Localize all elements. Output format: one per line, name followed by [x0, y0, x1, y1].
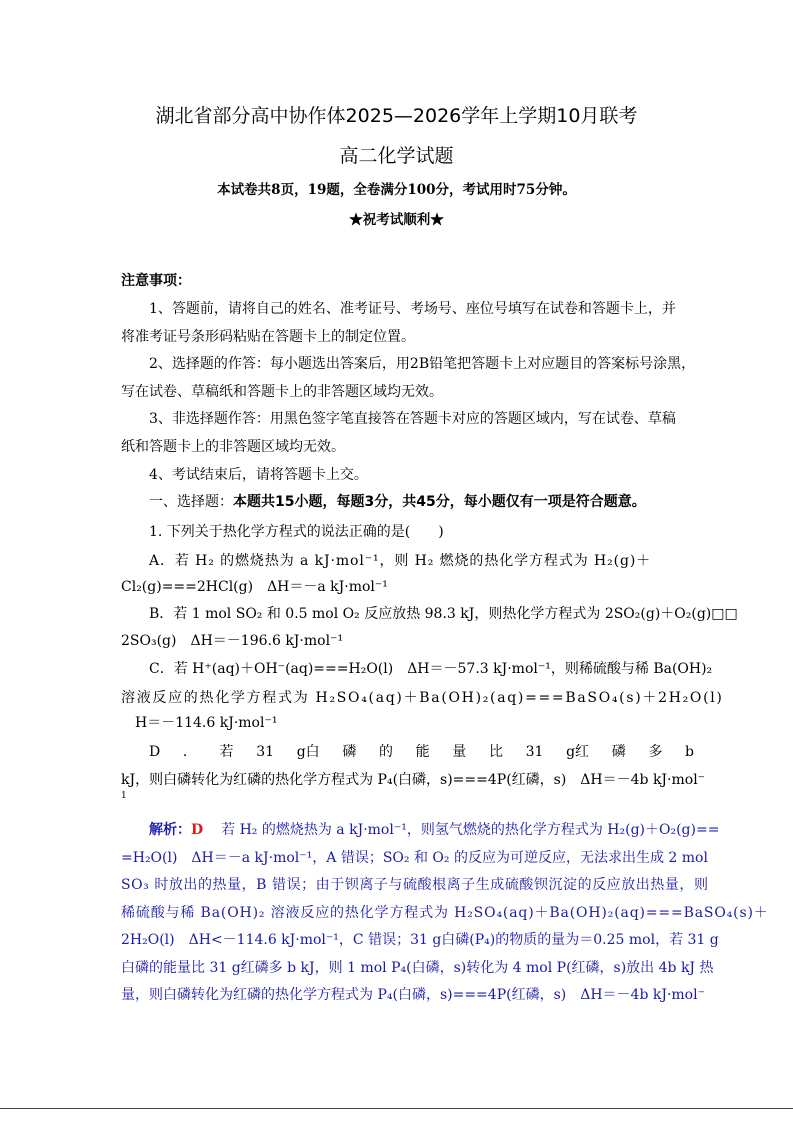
option-d-token: g红: [566, 744, 590, 760]
option-d-token: 31: [256, 744, 275, 760]
exam-wish: ★祝考试顺利★: [349, 212, 444, 228]
option-d-token: 多: [648, 744, 663, 760]
option-d-token: 量: [452, 744, 467, 760]
analysis-line-1: [149, 821, 719, 839]
option-d-line-2: kJ，则白磷转化为红磷的热化学方程式为 P₄(白磷，s)===4P(红磷，s) ΔH＝－4b kJ·mol⁻: [121, 772, 706, 788]
option-d-token: 若: [219, 744, 234, 760]
exam-info: 本试卷共8页，19题，全卷满分100分，考试用时75分钟。: [217, 182, 576, 198]
notice-line-7: 4、考试结束后，请将答题卡上交。: [149, 467, 368, 483]
analysis-line-3: SO₃ 时放出的热量，B 错误；由于钡离子与硫酸根离子生成硫酸钡沉淀的反应放出热量，则: [121, 877, 709, 893]
option-b-line-1: B．若 1 mol SO₂ 和 0.5 mol O₂ 反应放热 98.3 kJ，则热化学方程式为 2SO₂(g)＋O₂(g)□□: [149, 606, 738, 622]
option-a-line-2: Cl₂(g)===2HCl(g) ΔH＝－a kJ·mol⁻¹: [121, 579, 388, 595]
section-prefix: 一、选择题：: [149, 494, 233, 510]
option-a-line-1: A．若 H₂ 的燃烧热为 a kJ·mol⁻¹，则 H₂ 燃烧的热化学方程式为 H₂(g)＋: [149, 553, 652, 569]
question-1-stem: 1. 下列关于热化学方程式的说法正确的是( ): [149, 524, 444, 540]
analysis-answer: D: [191, 822, 204, 838]
option-d-token: 能: [415, 744, 430, 760]
option-d-token: 磷: [342, 744, 357, 760]
option-d-token: 磷: [611, 744, 626, 760]
option-d-token: D: [149, 744, 161, 760]
option-d-token: 的: [378, 744, 393, 760]
notice-line-5: 3、非选择题作答：用黑色签字笔直接答在答题卡对应的答题区域内，写在试卷、草稿: [149, 411, 676, 427]
analysis-line-2: =H₂O(l) ΔH＝－a kJ·mol⁻¹，A 错误；SO₂ 和 O₂ 的反应为可逆反应，无法求出生成 2 mol: [121, 850, 708, 866]
option-d-token: 31: [525, 744, 544, 760]
notice-line-6: 纸和答题卡上的非答题区域均无效。: [121, 439, 345, 455]
option-d-line-3: 1: [121, 791, 127, 801]
exam-subtitle: 高二化学试题: [339, 145, 454, 167]
option-d-line-1: [149, 743, 694, 761]
option-c-line-2: 溶液反应的热化学方程式为 H₂SO₄(aq)＋Ba(OH)₂(aq)===BaSO₄(s)＋2H₂O(l): [121, 690, 724, 706]
section-text: 本题共15小题，每题3分，共45分，每小题仅有一项是符合题意。: [233, 494, 646, 510]
analysis-line-7: 量，则白磷转化为红磷的热化学方程式为 P₄(白磷，s)===4P(红磷，s) ΔH＝－4b kJ·mol⁻: [121, 987, 705, 1003]
analysis-text-1: 若 H₂ 的燃烧热为 a kJ·mol⁻¹，则氢气燃烧的热化学方程式为 H₂(g)＋O₂(g)==: [221, 822, 720, 838]
exam-title: 湖北省部分高中协作体2025—2026学年上学期10月联考: [155, 105, 638, 127]
analysis-label: 解析：: [149, 822, 191, 838]
notice-line-4: 写在试卷、草稿纸和答题卡上的非答题区域均无效。: [121, 384, 443, 400]
notice-heading: 注意事项：: [121, 273, 191, 289]
notice-line-2: 将准考证号条形码粘贴在答题卡上的制定位置。: [121, 329, 415, 345]
option-c-line-1: C．若 H⁺(aq)＋OH⁻(aq)===H₂O(l) ΔH＝－57.3 kJ·mol⁻¹，则稀硫酸与稀 Ba(OH)₂: [149, 661, 713, 677]
analysis-line-6: 白磷的能量比 31 g红磷多 b kJ，则 1 mol P₄(白磷，s)转化为 4 mol P(红磷，s)放出 4b kJ 热: [121, 960, 714, 976]
notice-line-3: 2、选择题的作答：每小题选出答案后，用2B铅笔把答题卡上对应题目的答案标号涂黑，: [149, 356, 696, 372]
analysis-line-4: 稀硫酸与稀 Ba(OH)₂ 溶液反应的热化学方程式为 H₂SO₄(aq)＋Ba(OH)₂(aq)===BaSO₄(s)＋: [121, 905, 769, 921]
option-c-line-3: H＝－114.6 kJ·mol⁻¹: [135, 715, 278, 731]
option-d-token: b: [685, 744, 694, 760]
option-d-token: 比: [488, 744, 503, 760]
option-d-token: g白: [296, 744, 320, 760]
page-bottom-rule: [0, 1108, 793, 1109]
notice-line-1: 1、答题前，请将自己的姓名、准考证号、考场号、座位号填写在试卷和答题卡上，并: [149, 301, 676, 317]
option-b-line-2: 2SO₃(g) ΔH＝－196.6 kJ·mol⁻¹: [121, 633, 344, 649]
analysis-line-5: 2H₂O(l) ΔH<－114.6 kJ·mol⁻¹，C 错误；31 g白磷(P₄)的物质的量为＝0.25 mol，若 31 g: [121, 932, 719, 948]
option-d-token: ．: [182, 744, 197, 760]
section-heading: [149, 493, 646, 511]
